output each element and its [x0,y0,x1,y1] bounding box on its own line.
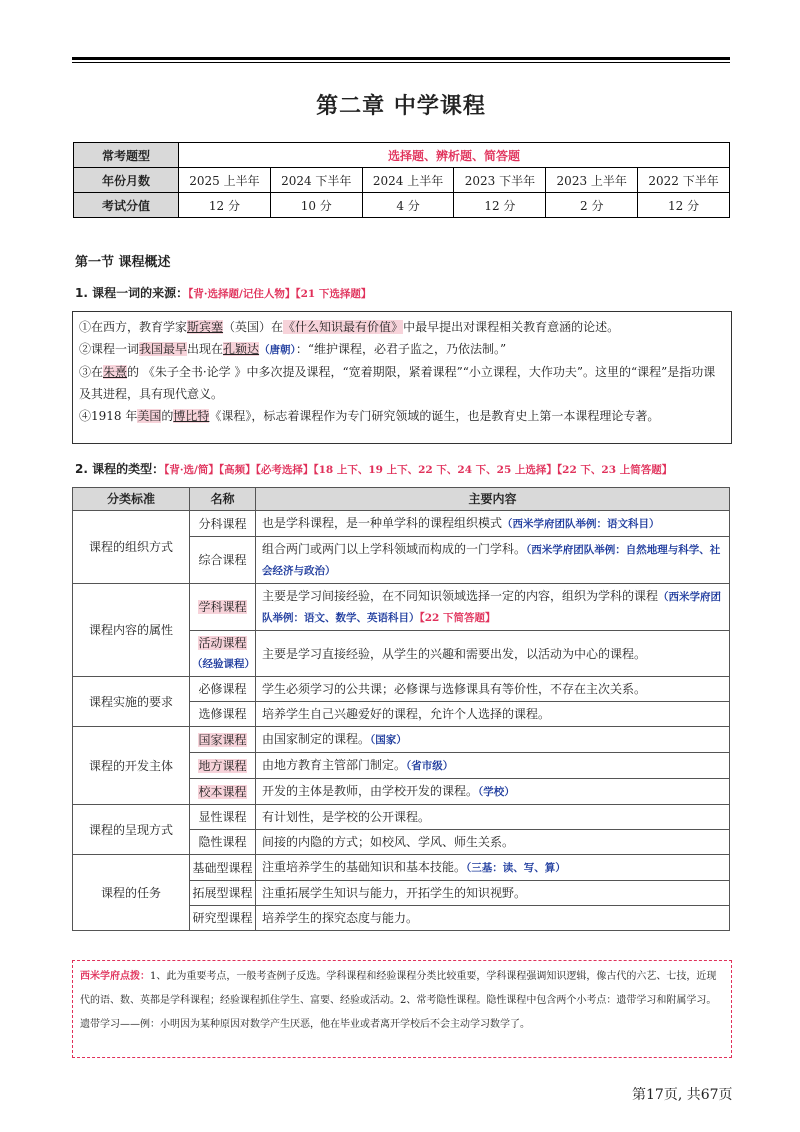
year-cell: 2024 下半年 [270,168,362,193]
header-rule-thin [72,62,730,63]
name-cell: 地方课程 [190,753,256,779]
page-number: 第17页, 共67页 [632,1087,733,1103]
table-row [73,511,730,537]
category-cell: 课程的任务 [73,855,190,931]
person-spencer: 斯宾塞 [187,320,224,334]
header-rule-thick [72,57,730,60]
header-cell: 分类标准 [73,488,190,511]
content-cell: 培养学生自己兴趣爱好的课程，允许个人选择的课程。 [256,702,730,727]
person-kong: 孔颖达 [223,342,260,356]
tip-box [72,960,732,1058]
book-title: 《什么知识最有价值》 [283,320,404,334]
name-cell: 活动课程 （经验课程） [190,631,256,677]
question-2-tags: 【背·选/简】【高频】【必考选择】【18 上下、19 上下、22 下、24 下、25 上选择】【22 下、23 上简答题】 [164,464,673,476]
name-cell: 基础型课程 [190,855,256,881]
name-cell: 校本课程 [190,779,256,805]
category-cell: 课程的组织方式 [73,511,190,584]
name-cell: 学科课程 [190,584,256,631]
content-cell: 注重拓展学生知识与能力，开拓学生的知识视野。 [256,881,730,906]
section-title: 第一节 课程概述 [75,255,171,270]
score-cell: 12 分 [638,193,730,218]
content-cell: 组合两门或两门以上学科领域而构成的一门学科。（西米学府团队举例：自然地理与科学、社会经济与政治） [256,537,730,584]
person-bobbitt: 博比特 [173,409,210,423]
person-zhuxi: 朱熹 [103,365,128,379]
table-row [73,855,730,881]
content-cell: 由地方教育主管部门制定。（省市级） [256,753,730,779]
year-cell: 2023 上半年 [546,168,638,193]
name-cell: 显性课程 [190,805,256,830]
category-cell: 课程内容的属性 [73,584,190,677]
content-cell: 有计划性，是学校的公开课程。 [256,805,730,830]
exam-score-row [74,193,730,218]
table-row [73,584,730,631]
year-cell: 2022 下半年 [638,168,730,193]
exam-info-table [73,142,730,218]
origin-item-1: ①在西方，教育学家斯宾塞（英国）在《什么知识最有价值》中最早提出对课程相关教育意涵的论述。 [79,320,620,334]
types-value: 选择题、辨析题、简答题 [179,143,730,168]
name-cell: 综合课程 [190,537,256,584]
content-cell: 注重培养学生的基础知识和基本技能。（三基：读、写、算） [256,855,730,881]
table-row [73,805,730,830]
score-cell: 12 分 [454,193,546,218]
content-cell: 间接的内隐的方式；如校风、学风、师生关系。 [256,830,730,855]
score-cell: 12 分 [179,193,271,218]
header-cell: 名称 [190,488,256,511]
content-cell: 主要是学习间接经验，在不同知识领域选择一定的内容，组织为学科的课程（西米学府团队举例：语文、数学、英语科目）【22 下简答题】 [256,584,730,631]
question-1-title: 1. 课程一词的来源： [75,286,189,300]
origin-item-3: ③在朱熹的 《朱子全书·论学 》中多次提及课程，“宽着期限，紧着课程”“小立课程，大作功夫”。这里的“课程”是指功课及其进程，具有现代意义。 [79,365,716,401]
name-cell: 选修课程 [190,702,256,727]
type-label: 常考题型 [74,143,179,168]
course-types-table [72,487,730,931]
content-cell: 主要是学习直接经验，从学生的兴趣和需要出发，以活动为中心的课程。 [256,631,730,677]
table-header [73,488,730,511]
chapter-title: 第二章 中学课程 [316,94,486,119]
name-cell: 必修课程 [190,677,256,702]
score-cell: 4 分 [362,193,454,218]
tip-lead: 西米学府点拨： [80,971,150,982]
table-row [73,677,730,702]
question-2-heading [75,460,672,477]
origin-item-4: ④1918 年美国的博比特《课程》，标志着课程作为专门研究领域的诞生，也是教育史上第一本课程理论专著。 [79,409,660,423]
origin-item-2: ②课程一词我国最早出现在孔颖达（唐朝）：“维护课程，必君子监之，乃依法制。” [79,342,507,356]
question-1-heading [75,284,371,301]
category-cell: 课程的呈现方式 [73,805,190,855]
year-cell: 2024 上半年 [362,168,454,193]
content-cell: 培养学生的探究态度与能力。 [256,906,730,931]
year-cell: 2023 下半年 [454,168,546,193]
exam-year-row [74,168,730,193]
name-cell: 国家课程 [190,727,256,753]
header-cell: 主要内容 [256,488,730,511]
year-label: 年份月数 [74,168,179,193]
name-cell: 拓展型课程 [190,881,256,906]
score-cell: 10 分 [270,193,362,218]
category-cell: 课程实施的要求 [73,677,190,727]
content-cell: 也是学科课程，是一种单学科的课程组织模式（西米学府团队举例：语文科目） [256,511,730,537]
category-cell: 课程的开发主体 [73,727,190,805]
score-cell: 2 分 [546,193,638,218]
exam-type-row [74,143,730,168]
question-2-title: 2. 课程的类型： [75,462,165,476]
content-cell: 由国家制定的课程。（国家） [256,727,730,753]
question-1-tags: 【背·选择题/记住人物】【21 下选择题】 [188,288,372,300]
content-cell: 学生必须学习的公共课；必修课与选修课具有等价性，不存在主次关系。 [256,677,730,702]
table-row [73,727,730,753]
score-label: 考试分值 [74,193,179,218]
origin-box [72,311,732,444]
name-cell: 分科课程 [190,511,256,537]
year-cell: 2025 上半年 [179,168,271,193]
content-cell: 开发的主体是教师，由学校开发的课程。（学校） [256,779,730,805]
name-cell: 隐性课程 [190,830,256,855]
tip-body: 1、此为重要考点，一般考查例子反选。学科课程和经验课程分类比较重要，学科课程强调知识逻辑，像古代的六艺、七技，近现代的语、数、英都是学科课程；经验课程抓住学生、富要、经验或活动。2、常考隐性课程。隐性课程中包含两个小考点：遗带学习和附属学习。遗带学习——例：小明因为某种原因对数学产生厌恶，他在毕业或者离开学校后不会主动学习数学了。 [80,971,717,1030]
name-cell: 研究型课程 [190,906,256,931]
